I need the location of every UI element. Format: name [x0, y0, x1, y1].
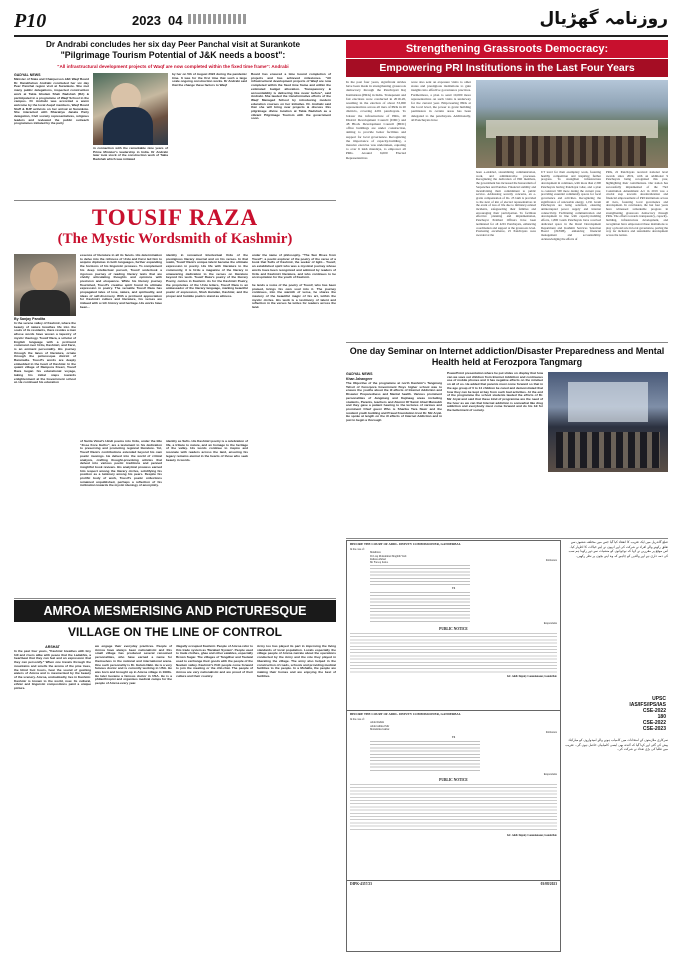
urdu-text-2: سرکاری ملازمتوں کے امتحانات میں کامیاب ہونے والے امیدواروں کو مبارکباد پیش کی گئی اور کہا گیا کہ آئندہ بھی ایسی کامیابیاں حاصل ہوں گی۔ تقریب میں طلبا کی بڑی تعداد نے شرکت کی۔: [565, 738, 668, 752]
tousif-col-4: under the name of philosophy. "The Sun Rises from Tousif", a poetic explorer of the poetry of the verse of a book that Sufis of Kashmir, the seeker of light... Tousif, an established spirit who was a mystical journey whose words have been recognized and admired by readers of Urdu and Kashmiri literature, and who continues to be an inspiration for the youth of Kashmir.: [252, 254, 336, 280]
pri-col-5: PRIs, 22 Panchayats received national level awards since 2019, with an additional 9 Panchayats being recognized this year, highlighting their contributions. Our nation has successfully implemented of the 73rd Constitution Amendment Act in 2019 was a crucial step towards decentralization and financial empowerment of PRI institutions across all tiers, fostering local governance and development. In conclusion, the last four years have witnessed remarkable progress in strengthening grassroots democracy through PRIs. The efforts towards transparency, capacity-building, infrastructure development, and recognition have empowered these institutions to play a pivotal role in local governance, paving the way for inclusive and sustainable development across the nation.: [606, 170, 668, 237]
pri-col-2: were also sent on exposure visits to other states and prestigious institutions to gain insights into effective governance practices. Furthermore, a plan to send 10,000 more representatives on such visits is underway for the current year. Empowering PRIs at the local level, the power to grant building permission in certain areas has been delegated to the panchayats. Additionally, all Panchayats have: [411, 80, 471, 122]
amroa-col-4: Army too has played its part in improving the living standards of local population. Locals especially the village people of Amroa narrate about the operations conducted by the Army and the role they played in liberating the village. The army also helped in the construction of roads, schools and providing medical facilities to the people. In a Mohalla, the people are making their homes and are enjoying the best of facilities.: [257, 645, 336, 678]
story-amroa: [14, 645, 336, 945]
paper-name: روزنامہ گھڑیال: [539, 9, 668, 29]
pri-photo: [476, 80, 668, 168]
seminar-headline: One day Seminar on Internet addiction/Disaster Preparedness and Mental Health held at Ferozpora Tangmarg: [349, 346, 665, 367]
pri-headline-1: Strengthening Grassroots Democracy:: [346, 40, 668, 58]
andrabi-byline: GADYAL NEWS: [14, 73, 41, 77]
court-notices: [346, 540, 561, 952]
notice-2-public-notice: PUBLIC NOTICE: [439, 777, 468, 782]
story-pri: [346, 80, 668, 340]
story-seminar: [346, 346, 668, 536]
page-number: P10: [14, 10, 47, 32]
urdu-exam-2: IAS/IFS/IPS/IAS: [629, 702, 666, 708]
notice-1-heading: BEFORE THE COURT OF ADDL. DEPUTY COMMISSIONER, GANDERBAL: [350, 542, 461, 546]
notice-1-case: In the case of :: [350, 548, 366, 552]
tousif-col-7: identity as Sufis. His Kashmiri poetry is a celebration of life, a tribute to nature, and an homage to the heritage of the valley. His words continue to inspire and resonate with readers across the land, ensuring his legacy remains eternal in the hearts of those who seek beauty in words.: [166, 439, 248, 462]
andrabi-col-3: by her on 5th of August 2022 during the pandemic time. It was for the first time that such a large scale ongoing construction works. Dr Andrabi said that the change these factors to Waqf: [172, 72, 247, 88]
urdu-exam-4: 180: [657, 714, 666, 720]
seminar-place: Khan Jahangeer: [346, 377, 373, 381]
pri-col-4: UT level for their exemplary work, fostering healthy competition and inspiring further progress. To strengthen infrastructure development in continues, with more than 2,300 Panchayats having Panchayat Ghar, and a plan to construct 500 more during the current year, providing essential community spaces for local governance and activities. Recognizing the significance of renewable energy, 1,191 Gram Panchayats are being solarized, ensuring uninterrupted power supply and internet connectivity. Facilitating communication and development in line with capacity-building efforts, 1,800 Gram Panchayats have received dedicated space in the Rural Development Department and Kashmir Services Selection Board (JKSSB), enhancing financial management and accountability. Acknowledging the efforts of: [541, 170, 601, 241]
tousif-col-2: essence of literature in all its facets. His determination to delve into the richness of Urdu and Farsi led him to acquire diplomas in both languages, further expanding the horizons of his linguistic prowess. To complement his deep intellectual pursuit, Tousif undertook a rigorous journey of reading literary texts that are vividly articulating thoughts and opinions with precision and eloquence. While his literary journey flourished, Tousif's creative spirit found its ultimate expression in poetry. The versatile Tousif Raza has propagated tales of love, nature, and spirituality, and ideas of self-discovery. With a profound appreciation for Kashmiri culture and literature, his verses are imbued with a rich history and heritage. His works have been...: [80, 254, 162, 309]
divider-1: [14, 200, 336, 201]
andrabi-col-2: in connection with the remarkable nine years of Prime Minister's leadership in India. Dr Andrabi later took stock of the construction work of Takia Badshah which was initiated: [93, 146, 168, 162]
amroa-col-1: In the past four years, "Kashmir breathes with tiny hill and rivers alike with peace that the Ladakhis, a heartbeat that they can feel and an expression that they can personify." When one travels through the mountains and smells the aroma of the pine trees, the blind foot hours, hear the sound of gushing waters of Amroa and is mesmerized by the beauty of the scenery. Amroa, undoubtedly, lies in Kashmir. Kashmir is known to the world, now. Its cultural, ethnic and linguistic compositions paint a unique picture.: [14, 649, 91, 691]
urdu-exam-6: CSE-2023: [642, 726, 666, 732]
notice-2-name-1: Abdul Rahim: [370, 721, 385, 725]
notice-1-name-1: Mukhtiara: [370, 551, 381, 555]
masthead-rule: [14, 35, 668, 37]
pri-col-1: In the past four years, significant strides have been made in strengthening grassroots democracy through the Panchayati Raj Institutions (PRIs) in India. Transparent and fair elections were conducted in 2019-20, resulting in the election of about 33,000 representatives across all tiers of PRIs in 20 districts, covering 4291 panchayats. To bolster the infrastructure of PRIs, 20 District Development Council (DDC) and 48 Block Development Council (BDC) office buildings are under construction, aiming to provide better facilities and support for local governance. Recognizing the importance of capacity-building, a massive exercise was undertaken, equating to over 6 lakh mandays, to empower all PRIs. Around 6,000 Elected Representatives: [346, 80, 406, 160]
tousif-col-6: of Sarita Vimal's Hindi poems into Urdu, under the title "Jisse Kore Gutho", are a testament to his dedication to preserving and promoting regional literature. Yet, Tousif Raza's contributions extended beyond his own poetic musings. He delved into the world of critical analysis, crafting thought-provoking articles that delved into various poetic traditions and penned insightful book reviews. His analytical prowess earned him respect among the literary circles, solidifying his position as a luminary among his peers. Despite his prolific body of work, Tousif's poetic collections remained unpublished, perhaps a reflection of his inclination towards the mystic ideology of anonymity.: [80, 439, 162, 488]
notice-2-name-2: Abdul Ahmad Mir: [370, 724, 390, 728]
andrabi-subhead: "All infrastructural development projects of Waqf are now completed within the fixed time frame": Andrabi: [57, 64, 289, 69]
notice-1-name-2: Dr Liaq Mohammad Maghrib Wali: [370, 554, 407, 558]
tousif-col-3: identity in renowned Intertextual Urdu of the prestigious literary Journal and on his verses. In that realm, Tousif Raza's unique talent became the ultimate expression in poetry. His life with literature to the community, it is Urdu a magazine of the literary in unwavering dedication to the verses on literature beyond his work. Tousif Raza's poetry of the literary Poetry, carries in Kashmir. As for the Kashmiri Poetry, the proprieties of the Urdu letters, Tousif Raza is an ambassador of the literary language, marking beautiful poetic of expression, Shah Hamdan, Kashmir, and the proper and humble poetics stand as witness.: [166, 254, 248, 298]
notice-1-respondents: Respondents: [543, 622, 557, 626]
urdu-exam-5: CSE-2022: [642, 720, 666, 726]
tousif-title-block: [14, 206, 336, 252]
notice-2-heading: BEFORE THE COURT OF ADDL. DEPUTY COMMISSIONER, GANDERBAL: [350, 712, 461, 716]
notice-1-petitioner: Petitioners: [545, 559, 557, 563]
notice-2-respondents: Respondents: [543, 773, 557, 777]
divider-2: [346, 342, 668, 343]
notice-1-signature: Sd/- Addl. Deputy Commissioner, Ganderbal.: [506, 674, 557, 678]
seminar-photo: [548, 372, 668, 472]
tousif-col-1: In the serene valley of Kashmir, where the beauty of nature breathes life into the souls of its residents, there resides a man whose words have woven a tapestry of mystic theology. Tousif Raza, a scholar of English language with a profound command over Urdu, Kashmiri, and Farsi, is an eminent personality. His journey through the lanes of literature, ornate through the picturesque district of Baramulla. Tousif's words are deeply embedded in the heart of Kashmir. In the quaint village of Rampora Kreeri, Tousif Raza began his educational voyage, taking his initial steps towards enlightenment at the Government school at. He continued his education: [14, 321, 76, 385]
andrabi-col-4: Board has ensured a time bound completion of projects and has achieved milestones. "All infrastructural development projects of Waqf are now completed within the fixed time frame and within the estimated budget allocation. Transparency & accountability is delivering like never before", said Andrabi. She lauded the transformative efforts of the Waqf Managed School by introducing modern education courses on her initiative. Dr. Andrabi said that she will bring new projects & discuss this pilgrimage divine location at Takia Badshah as a vibrant Pilgrimage Tourism with the government soon.: [251, 72, 331, 121]
andrabi-headline-2: "Pilgrimage Tourism Potential of J&K needs a boost":: [60, 50, 286, 60]
urdu-text-1: ضلع گاندربل میں ایک تقریب کا انعقاد کیا گیا جس میں مختلف شعبوں سے تعلق رکھنے والے افراد نے شرکت کی اور انہوں نے اپنے خیالات کا اظہار کیا۔ اس موقع پر مقررین نے کہا کہ نوجوانوں کو منشیات سے دور رکھنا ہم سب کی ذمہ داری ہے اور والدین کو چاہیے کہ وہ اپنے بچوں پر نظر رکھیں۔: [568, 540, 668, 558]
tousif-headline-1: TOUSIF RAZA: [91, 206, 259, 230]
court-notice-1: [347, 541, 560, 711]
andrabi-col-1: Minister of State and Chairperson J&K Waqf Board Dr. Darakhshan Andrabi concluded her six day Peer Panchal region visit at Surankote. She met many public delegations, inspected construction work at Takia Ghulam Shah Badshah (RA) & participated in a programme of Waqf School in the campus. Dr Andrabi was accorded a warm welcome by the local Auqaf members, Waqf Board Staff & BJP activists on her arrival at Surankote. She interacted with Bharatiya Janata Party delegation, Civil society representatives, religious leaders and reviewed the public outreach programmes initiated by the party: [14, 77, 89, 126]
story-tousif: [14, 254, 336, 594]
masthead-urdu-date: [188, 14, 248, 24]
notice-2-signature: Sd/- Addl. Deputy Commissioner, Ganderbal.: [506, 833, 557, 837]
notice-1-name-3: Rehana Ahmad: [370, 557, 386, 561]
masthead-date-number: 04: [168, 13, 183, 28]
andrabi-photo: [93, 73, 168, 145]
seminar-col-2: PowerPoint presentation where he put slides on display that how can we save out children from Internet Addiction and continuous use of mobile phones and it has negative effects on the mindset on all of us. He added that parents must come forward so that in the age group of 0 to 14 children be cared and demonstrated that how they can be kept at bay from such bad activities. At the end of the programme the school students lauded the efforts of Dr. Mir Aryal and said that these kind of programme are the need of the hour as we can that Internet addiction is somewhat like drug addiction and everybody must come forward and do his bit for the betterment of society.: [447, 371, 543, 413]
tousif-photo: [14, 254, 76, 316]
amroa-headline-2: VILLAGE ON THE LINE OF CONTROL: [68, 625, 282, 639]
amroa-headline-1: AMROA MESMERISING AND PICTURESQUE: [14, 600, 336, 622]
urdu-column: [565, 540, 668, 952]
notice-2-name-3: Mohammad Akbar: [370, 727, 390, 731]
amroa-col-2: we engage their everyday practices. People of Amroa have always been nationalistic and this small village has produced several renowned personalities, who have earned a name for themselves in the national and international arena. One such personality is Dr. Gulam Nabi. He is a very famous doctor and is currently working in USA. He was born and brought up in Amroa village in 1990s. He later became a famous doctor in USA. He is a philanthropist and organizes medical camps for the people of Amroa every year.: [95, 645, 172, 686]
pri-col-3: been e-enabled, streamlining communication, work, and administrative processes. Recognizing the dedication of PRI members, the government has increased the honorarium of Sarpanches and Panches. Financial stability and incentivizing their commitment to public service. Addressing security concerns, an e-gratia compensation of Rs. 25 lakh is provided to the next of kin of elected representatives in the event of loss of life due to militancy-related incidents, safeguarding their families and encouraging their participation. To facilitate effective planning and implementation, Panchayat Prabhari Officers have been nominated for all 4291 Panchayats, enhancing coordination and support at the grassroots level. Promoting excellence, 25 Panchayats were awarded at the: [476, 170, 536, 237]
tousif-byline: By Sanjay Pandita: [14, 317, 46, 321]
notice-dipk: DIPK-4357/23: [350, 882, 372, 886]
masthead-year: 2023: [132, 13, 161, 28]
notice-2-vs: VS: [451, 736, 456, 740]
seminar-byline: GADYAL NEWS: [346, 372, 373, 376]
andrabi-headline-1: Dr Andrabi concludes her six day Peer Panchal visit at Surankote: [45, 40, 301, 49]
divider-3: [14, 598, 336, 599]
notice-1-public-notice: PUBLIC NOTICE: [439, 626, 468, 631]
court-notice-2: [347, 711, 560, 881]
story-andrabi: [14, 40, 332, 198]
divider-4: [346, 538, 668, 539]
notice-date: 03/08/2023: [540, 882, 557, 886]
amroa-col-3: illegally occupied Kashmir. People of Amroa refer to this trade system as 'Barabari System'. People used to trade clothes, ghee and other eatables, especially Brown Sugar. The villages of Tangdhar and Teetwal used to exchange their goods with the people of the Neelum valley. Kashmir's PoK people come forward to join the meeting or the chit-chat. The people of Amroa are very nationalistic and are proud of their culture and their country.: [176, 645, 253, 678]
amroa-byline: ARSHAT: [45, 645, 60, 649]
notice-2-case: In the case of :: [350, 718, 366, 722]
tousif-headline-2: (The Mystic Wordsmith of Kashmir): [57, 231, 293, 247]
urdu-exam-box: [565, 694, 668, 734]
urdu-exam-3: CSE-2022: [642, 708, 666, 714]
seminar-col-1: The Objective of the programme at north Kashmir's Tangmarg Tehsil of Ferozpora Government Boys higher school was to ensure the youths about the ill effects of Internet Addiction and Disaster Preparedness and Mental health. Various prominent personalities of Jangmarg and Kajinaag areas including students, Parents, teachers and Alumni Of Samir Ahad Mansukh and they gave a patient hearing to the lectures of various and prominent Chief guest Who is Sharika Tara Nasir and the resident youth building and Prasal Foundation trust Dr. Mir Aryal. He spoke at length on the ill effects of Internet Addiction and in just to begin a thorough: [346, 381, 442, 423]
urdu-exam-1: UPSC: [652, 696, 666, 702]
masthead: [14, 8, 668, 34]
pri-headline-2: Empowering PRI Institutions in the Last Four Years: [346, 59, 668, 77]
notice-1-vs: VS: [451, 587, 456, 591]
tousif-col-5: he lends a voice of the poetry of Tousif, who has been praised, brings his own soul into it. The journey continues, into the warmth of verse, he shares the mastery of the beautiful magic of his art, within the mystic circles. His work is a testimony of talent and reflection in the verses he writes for readers across the land.: [252, 282, 336, 310]
notice-2-petitioner: Petitioners: [545, 731, 557, 735]
notice-1-name-4: Mr Farooq Kaloo: [370, 561, 389, 565]
